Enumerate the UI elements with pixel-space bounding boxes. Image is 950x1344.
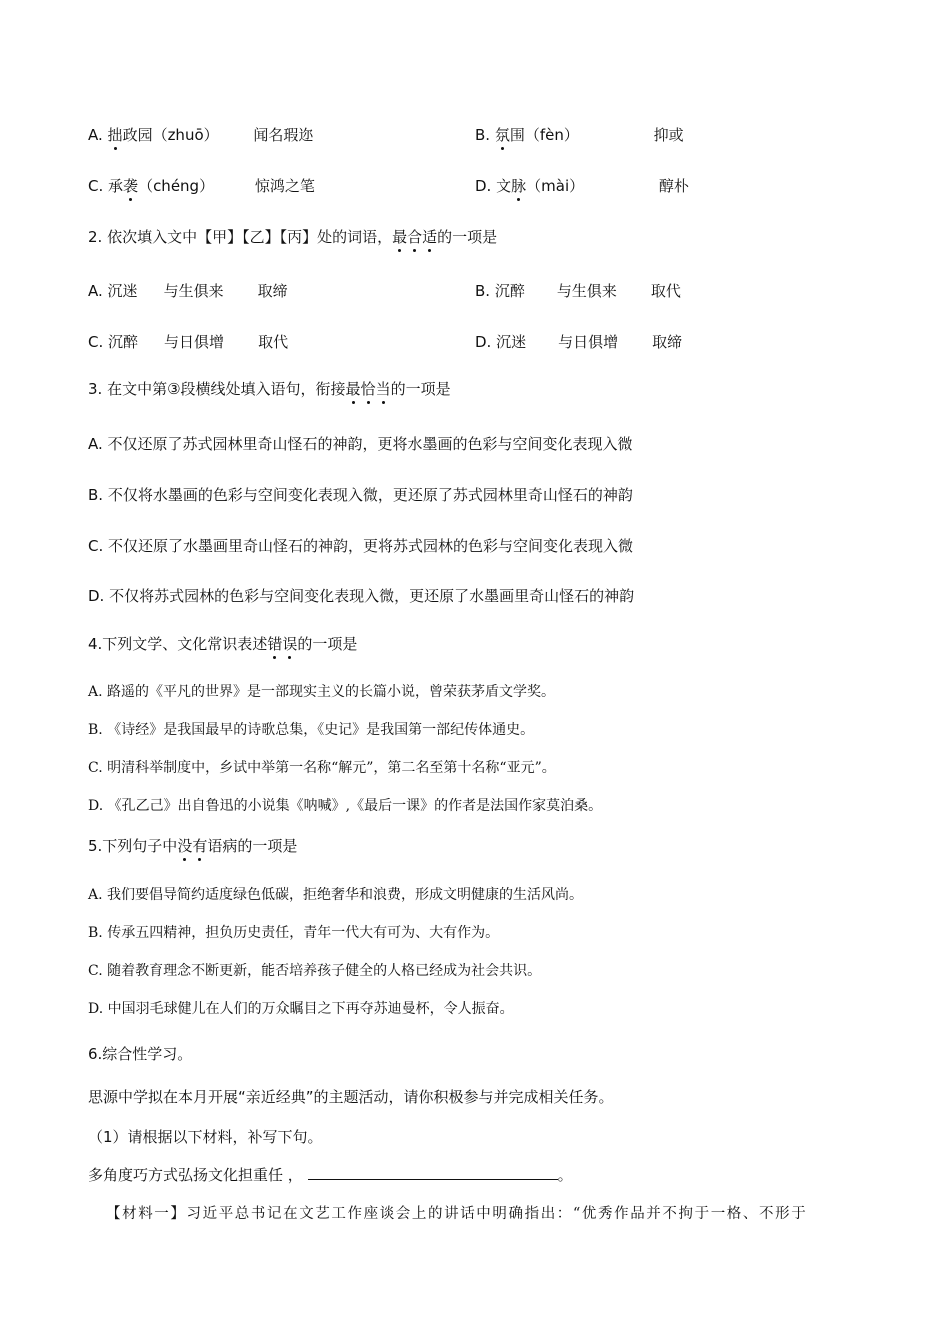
q5-option-c: C. 随着教育理念不断更新，能否培养孩子健全的人格已经成为社会共识。 [88, 963, 542, 979]
q1-option-b: B. 氛围（fèn） 抑或 [475, 126, 684, 144]
q4-option-b: B. 《诗经》是我国最早的诗歌总集，《史记》是我国第一部纪传体通史。 [88, 722, 535, 738]
q1-option-a: A. 拙政园（zhuō） 闻名瑕迩 [88, 126, 314, 144]
q3-stem: 3. 在文中第③段横线处填入语句，衔接最恰当的一项是 [88, 380, 451, 398]
q6-intro: 思源中学拟在本月开展“亲近经典”的主题活动，请你积极参与并完成相关任务。 [88, 1088, 614, 1106]
q1-option-c: C. 承袭（chéng） 惊鸿之笔 [88, 177, 315, 195]
q1-row-ab [0, 124, 950, 148]
q1-option-d: D. 文脉（mài） 醇朴 [475, 177, 689, 195]
q4-stem: 4.下列文学、文化常识表述错误的一项是 [88, 635, 358, 653]
q2-option-d: D. 沉迷 与日俱增 取缔 [475, 333, 683, 351]
q3-option-c: C. 不仅还原了水墨画里奇山怪石的神韵，更将苏式园林的色彩与空间变化表现入微 [88, 537, 634, 555]
q4-option-a: A. 路遥的《平凡的世界》是一部现实主义的长篇小说，曾荣获茅盾文学奖。 [88, 684, 556, 700]
q2-row-cd [0, 331, 950, 355]
q4-option-c: C. 明清科举制度中，乡试中举第一名称“解元”，第二名至第十名称“亚元”。 [88, 760, 556, 776]
q2-option-a: A. 沉迷 与生俱来 取缔 [88, 282, 288, 300]
q5-stem: 5.下列句子中没有语病的一项是 [88, 837, 298, 855]
q3-option-d: D. 不仅将苏式园林的色彩与空间变化表现入微，更还原了水墨画里奇山怪石的神韵 [88, 587, 635, 605]
q2-stem: 2. 依次填入文中【甲】【乙】【丙】处的词语，最合适的一项是 [88, 228, 498, 246]
q5-option-d: D. 中国羽毛球健儿在人们的万众瞩目之下再夺苏迪曼杯，令人振奋。 [88, 1001, 514, 1017]
q2-option-b: B. 沉醉 与生俱来 取代 [475, 282, 681, 300]
q3-option-a: A. 不仅还原了苏式园林里奇山怪石的神韵，更将水墨画的色彩与空间变化表现入微 [88, 435, 633, 453]
q1-row-cd [0, 175, 950, 199]
q2-row-ab [0, 280, 950, 304]
q6-subquestion-1: （1）请根据以下材料，补写下句。 [88, 1128, 323, 1146]
q6-title: 6.综合性学习。 [88, 1045, 193, 1063]
answer-blank[interactable] [308, 1165, 558, 1180]
q6-fill-line: 多角度巧方式弘扬文化担重任 ， 。 [88, 1166, 573, 1184]
q6-material-1: 【材料一】习近平总书记在文艺工作座谈会上的讲话中明确指出：“优秀作品并不拘于一格、不形于 [106, 1206, 808, 1222]
q5-option-a: A. 我们要倡导简约适度绿色低碳，拒绝奢华和浪费，形成文明健康的生活风尚。 [88, 887, 584, 903]
q5-option-b: B. 传承五四精神，担负历史责任，青年一代大有可为、大有作为。 [88, 925, 500, 941]
q3-option-b: B. 不仅将水墨画的色彩与空间变化表现入微，更还原了苏式园林里奇山怪石的神韵 [88, 486, 633, 504]
q2-option-c: C. 沉醉 与日俱增 取代 [88, 333, 289, 351]
q4-option-d: D. 《孔乙己》出自鲁迅的小说集《呐喊》,《最后一课》的作者是法国作家莫泊桑。 [88, 798, 603, 814]
